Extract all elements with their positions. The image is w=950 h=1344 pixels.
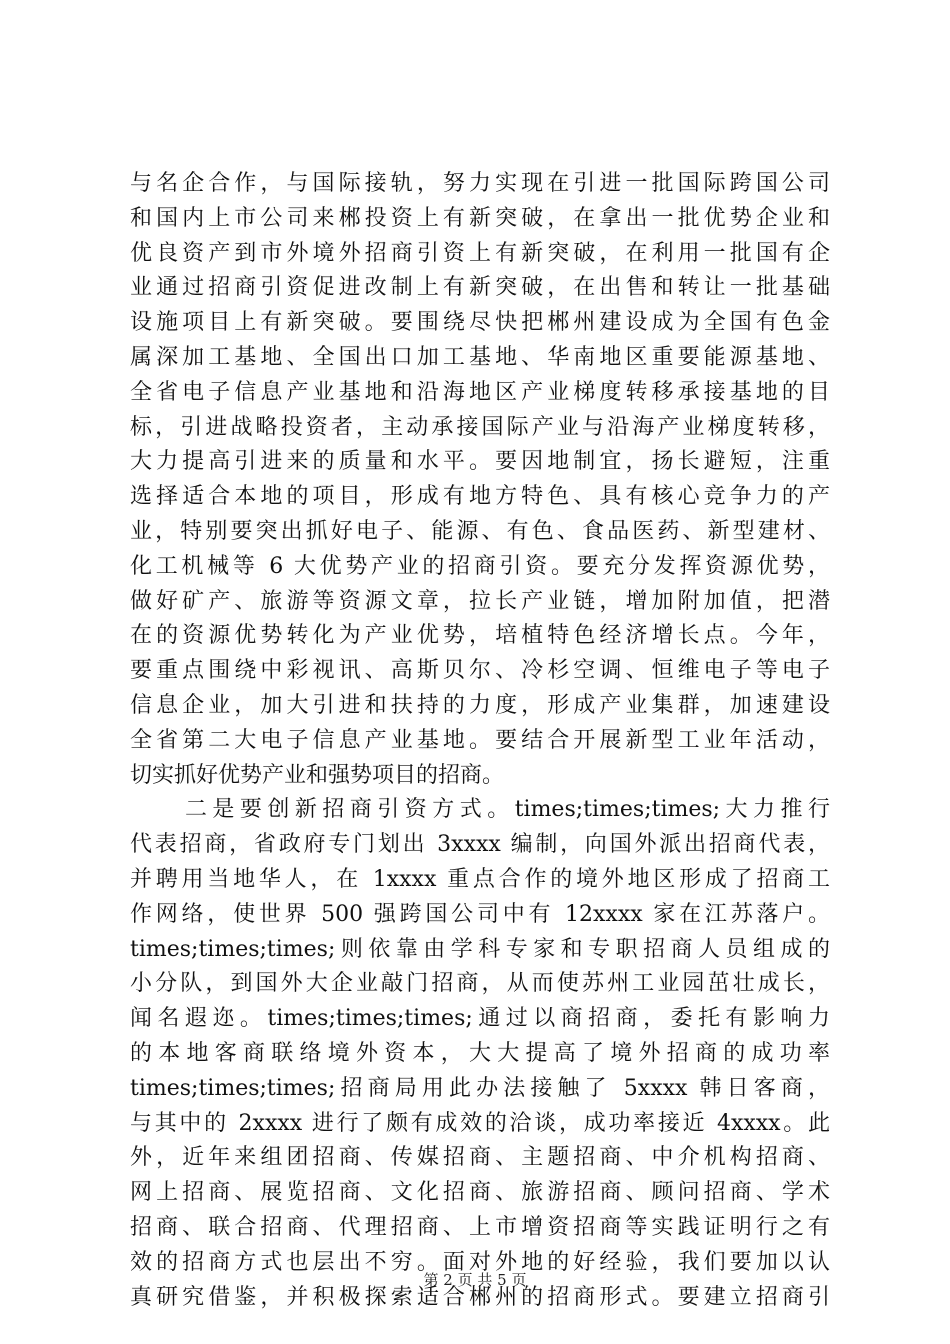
text-line: 小分队，到国外大企业敲门招商，从而使苏州工业园茁壮成长， bbox=[130, 971, 830, 997]
text-line: 做好矿产、旅游等资源文章，拉长产业链，增加附加值，把潜 bbox=[130, 588, 830, 614]
text-line: 在的资源优势转化为产业优势，培植特色经济增长点。今年， bbox=[130, 623, 830, 649]
text-line: 设施项目上有新突破。要围绕尽快把郴州建设成为全国有色金 bbox=[130, 310, 830, 336]
text-line: 业，特别要突出抓好电子、能源、有色、食品医药、新型建材、 bbox=[130, 518, 830, 544]
text-line: 全省第二大电子信息产业基地。要结合开展新型工业年活动， bbox=[130, 727, 830, 753]
text-line: times;times;times;则依靠由学科专家和专职招商人员组成的 bbox=[130, 936, 830, 962]
text-line: 选择适合本地的项目，形成有地方特色、具有核心竞争力的产 bbox=[130, 484, 830, 510]
text-line: 与名企合作，与国际接轨，努力实现在引进一批国际跨国公司 bbox=[130, 171, 830, 196]
text-line: 网上招商、展览招商、文化招商、旅游招商、顾问招商、学术 bbox=[130, 1180, 830, 1206]
text-line: 优良资产到市外境外招商引资上有新突破，在利用一批国有企 bbox=[130, 240, 830, 266]
text-line: 标，引进战略投资者，主动承接国际产业与沿海产业梯度转移， bbox=[130, 414, 830, 440]
text-line: 真研究借鉴，并积极探索适合郴州的招商形式。要建立招商引 bbox=[130, 1284, 830, 1310]
text-line: 信息企业，加大引进和扶持的力度，形成产业集群，加速建设 bbox=[130, 692, 830, 718]
text-line: 闻名遐迩。times;times;times;通过以商招商，委托有影响力 bbox=[130, 1006, 830, 1032]
text-line: 效的招商方式也层出不穷。面对外地的好经验，我们要加以认 bbox=[130, 1249, 830, 1275]
text-line: 化工机械等 6 大优势产业的招商引资。要充分发挥资源优势， bbox=[130, 553, 830, 579]
text-line: 全省电子信息产业基地和沿海地区产业梯度转移承接基地的目 bbox=[130, 379, 830, 405]
text-line: times;times;times;招商局用此办法接触了 5xxxx 韩日客商， bbox=[130, 1075, 830, 1101]
paragraph-start-line: 二是要创新招商引资方式。times;times;times;大力推行 bbox=[130, 797, 830, 823]
text-line: 和国内上市公司来郴投资上有新突破，在拿出一批优势企业和 bbox=[130, 205, 830, 231]
text-line: 业通过招商引资促进改制上有新突破，在出售和转让一批基础 bbox=[130, 275, 830, 301]
text-line: 属深加工基地、全国出口加工基地、华南地区重要能源基地、 bbox=[130, 344, 830, 370]
body-text bbox=[130, 167, 830, 1315]
text-line: 并聘用当地华人，在 1xxxx 重点合作的境外地区形成了招商工 bbox=[130, 866, 830, 892]
text-line: 外，近年来组团招商、传媒招商、主题招商、中介机构招商、 bbox=[130, 1145, 830, 1171]
text-line: 代表招商，省政府专门划出 3xxxx 编制，向国外派出招商代表， bbox=[130, 832, 830, 858]
page-number-footer: 第 2 页 共 5 页 bbox=[423, 1271, 527, 1289]
text-line: 的本地客商联络境外资本，大大提高了境外招商的成功率 bbox=[130, 1040, 830, 1066]
text-line: 要重点围绕中彩视讯、高斯贝尔、冷杉空调、恒维电子等电子 bbox=[130, 658, 830, 684]
text-line: 作网络，使世界 500 强跨国公司中有 12xxxx 家在江苏落户。 bbox=[130, 901, 830, 927]
text-line: 与其中的 2xxxx 进行了颇有成效的洽谈，成功率接近 4xxxx。此 bbox=[130, 1110, 830, 1136]
text-line: 招商、联合招商、代理招商、上市增资招商等实践证明行之有 bbox=[130, 1214, 830, 1240]
text-line: 大力提高引进来的质量和水平。要因地制宜，扬长避短，注重 bbox=[130, 449, 830, 475]
paragraph-end-line: 切实抓好优势产业和强势项目的招商。 bbox=[130, 762, 505, 788]
